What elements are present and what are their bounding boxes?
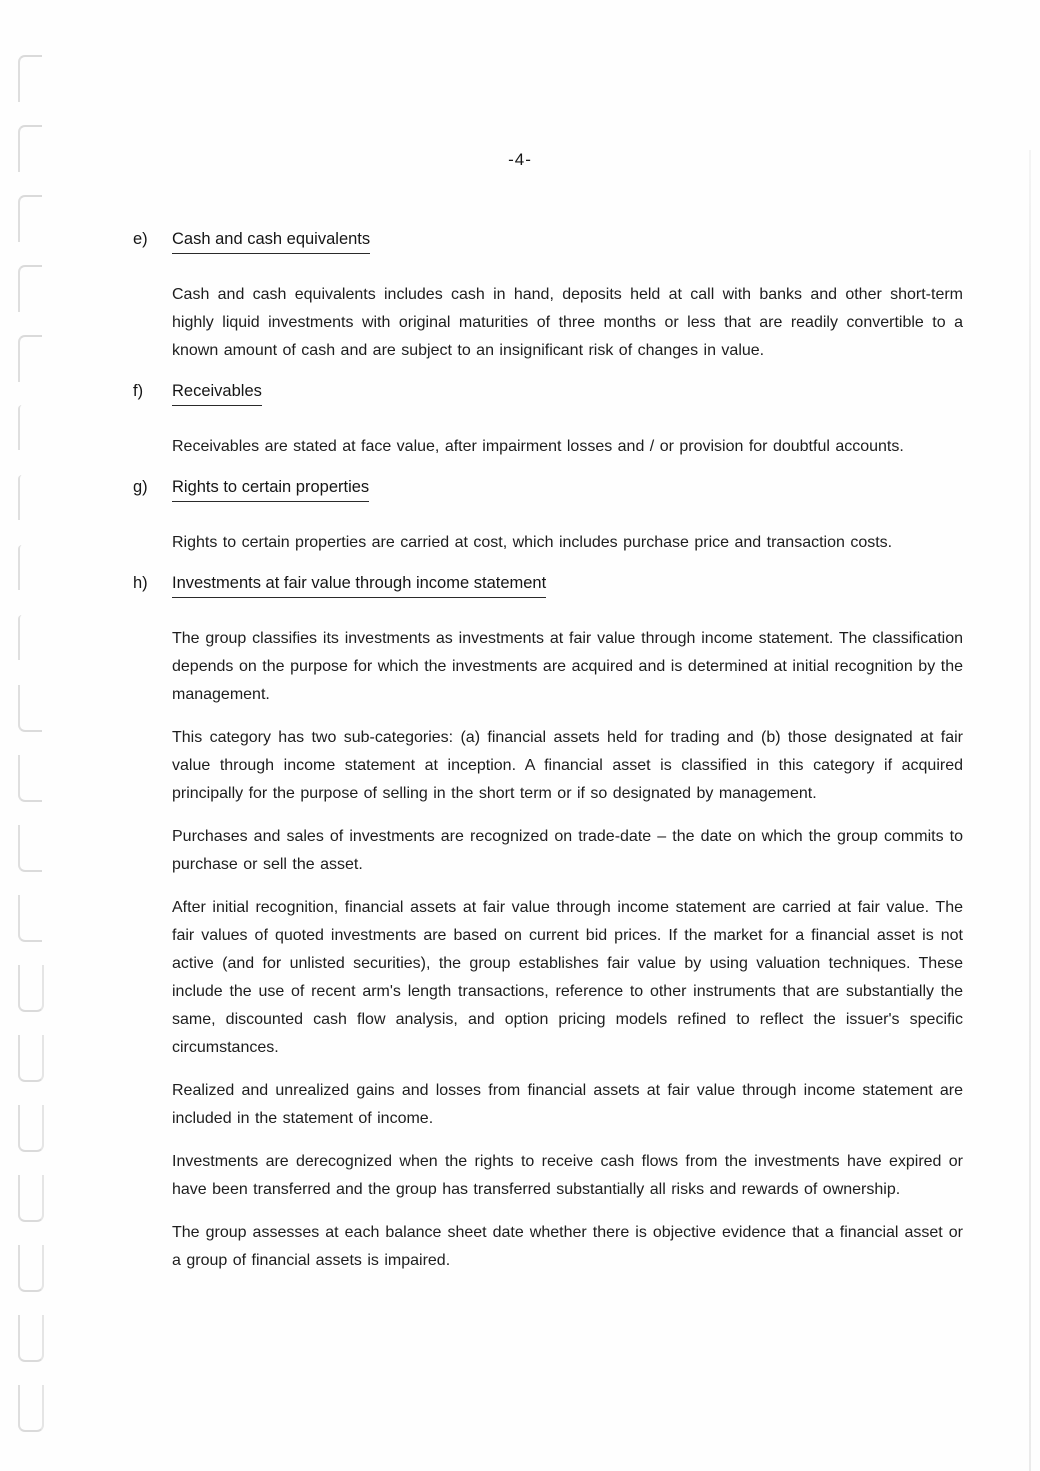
paragraph: Receivables are stated at face value, after impairment losses and / or provision for doubtful accounts. xyxy=(172,438,904,455)
paragraph: After initial recognition, financial assets at fair value through income statement are carried at fair value. The fair values of quoted investments are based on current bid prices. If the market for a financial asset is not active (and for unlisted securities), the group establishes fair value by using valuation techniques. These include the use of recent arm's length transactions, reference to other instruments that are substantially the same, discounted cash flow analysis, and option pricing models refined to reflect the issuer's specific circumstances. xyxy=(172,899,963,1056)
section-title: Cash and cash equivalents xyxy=(172,228,370,254)
paragraph: The group assesses at each balance sheet date whether there is objective evidence that a financial asset or a group of financial assets is impaired. xyxy=(172,1224,963,1269)
paragraph: Purchases and sales of investments are recognized on trade-date – the date on which the group commits to purchase or sell the asset. xyxy=(172,828,963,873)
binder-ring-mark-icon xyxy=(18,1105,44,1152)
binder-ring-mark-icon xyxy=(18,265,42,312)
paragraph: Rights to certain properties are carried at cost, which includes purchase price and transaction costs. xyxy=(172,534,893,551)
binder-ring-mark-icon xyxy=(18,965,44,1012)
paragraph: Investments are derecognized when the rights to receive cash flows from the investments have expired or have been transferred and the group has transferred substantially all risks and rewards of ownership. xyxy=(172,1153,963,1198)
paragraph: Cash and cash equivalents includes cash in hand, deposits held at call with banks and other short-term highly liquid investments with original maturities of three months or less that are readily convertible to a known amount of cash and are subject to an insignificant risk of changes in value. xyxy=(172,286,963,359)
section-cash-and-cash-equivalents xyxy=(133,228,963,365)
binder-ring-mark-icon xyxy=(18,1035,44,1082)
binder-ring-mark-icon xyxy=(18,1175,44,1222)
section-label: g) xyxy=(133,478,148,496)
binder-ring-mark-icon xyxy=(18,405,42,450)
document-body xyxy=(133,228,963,1290)
binder-ring-mark-icon xyxy=(18,335,42,382)
binder-ring-mark-icon xyxy=(18,755,42,802)
page-number: -4- xyxy=(508,150,532,169)
paragraph: Realized and unrealized gains and losses from financial assets at fair value through income statement are included in the statement of income. xyxy=(172,1082,963,1127)
section-heading-row xyxy=(133,572,963,598)
binder-ring-mark-icon xyxy=(18,55,42,102)
section-label: e) xyxy=(133,230,148,248)
section-label: f) xyxy=(133,382,144,400)
binder-ring-mark-icon xyxy=(18,1245,44,1292)
binder-ring-mark-icon xyxy=(18,1385,44,1432)
section-rights-to-certain-properties xyxy=(133,476,963,557)
paragraph: The group classifies its investments as investments at fair value through income statement. The classification depends on the purpose for which the investments are acquired and is determined at initial recognition by the management. xyxy=(172,630,963,703)
binder-ring-mark-icon xyxy=(18,475,42,520)
section-title: Investments at fair value through income statement xyxy=(172,572,546,598)
binder-ring-mark-icon xyxy=(18,895,42,942)
binder-ring-mark-icon xyxy=(18,195,42,242)
section-heading-row xyxy=(133,228,963,254)
binder-ring-mark-icon xyxy=(18,685,42,732)
scan-edge-line xyxy=(1029,150,1031,1471)
section-investments-at-fair-value xyxy=(133,572,963,1275)
binder-ring-mark-icon xyxy=(18,545,42,590)
binder-ring-mark-icon xyxy=(18,615,42,660)
section-heading-row xyxy=(133,476,963,502)
paragraph: This category has two sub-categories: (a) financial assets held for trading and (b) those designated at fair value through income statement at inception. A financial asset is classified in this category if acquired principally for the purpose of selling in the short term or if so designated by management. xyxy=(172,729,963,802)
section-heading-row xyxy=(133,380,963,406)
section-label: h) xyxy=(133,574,148,592)
section-receivables xyxy=(133,380,963,461)
section-title: Receivables xyxy=(172,380,262,406)
binder-ring-mark-icon xyxy=(18,825,42,872)
section-title: Rights to certain properties xyxy=(172,476,369,502)
binder-ring-mark-icon xyxy=(18,1315,44,1362)
